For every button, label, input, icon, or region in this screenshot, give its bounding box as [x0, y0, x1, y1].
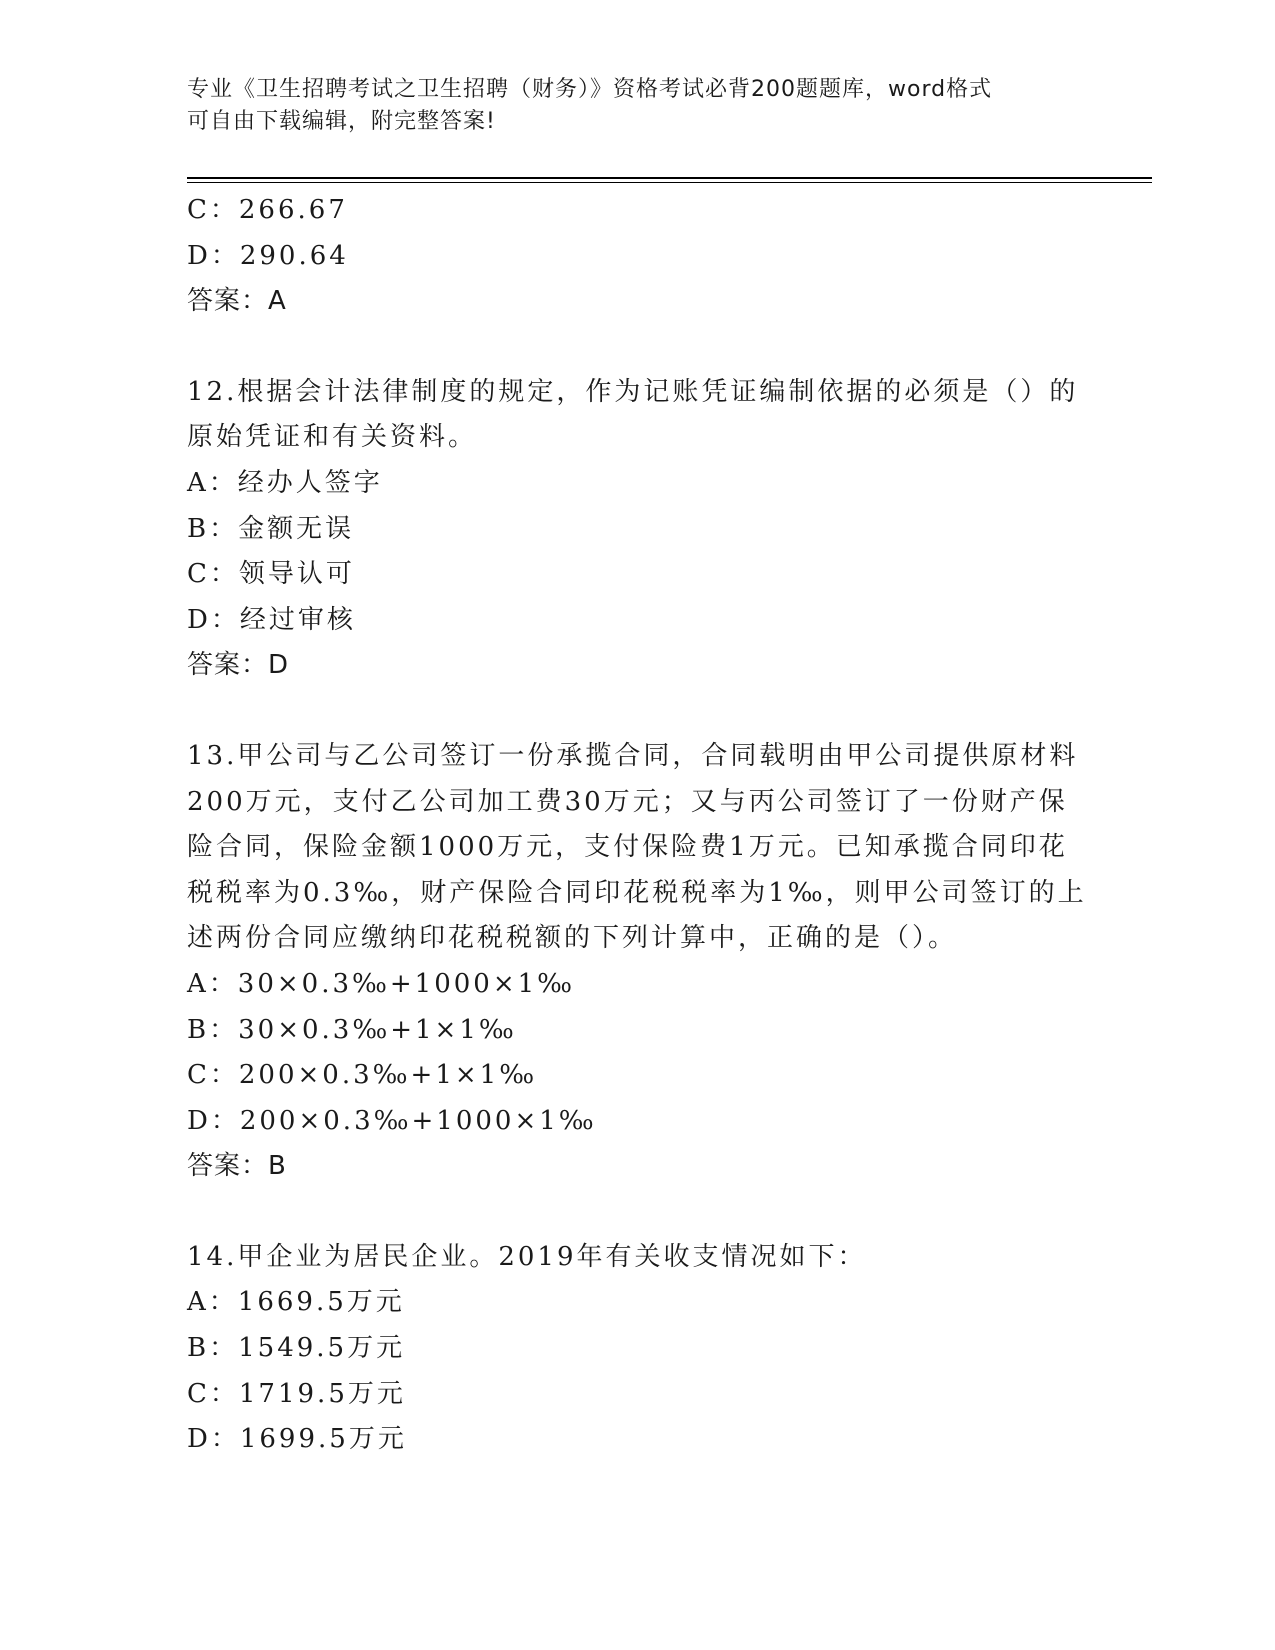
question-stem-line: 12.根据会计法律制度的规定，作为记账凭证编制依据的必须是（）的 [187, 376, 1079, 407]
option-b: B：金额无误 [187, 513, 355, 544]
option-c: C：1719.5万元 [187, 1378, 406, 1409]
answer: 答案：B [187, 1151, 287, 1182]
option-c: C：领导认可 [187, 559, 355, 590]
option-b: B：30×0.3‰+1×1‰ [187, 1014, 517, 1045]
header-line-1: 专业《卫生招聘考试之卫生招聘（财务）》资格考试必背200题题库，word格式 [187, 77, 993, 102]
option-d: D：1699.5万元 [187, 1424, 407, 1455]
question-stem-line: 14.甲企业为居民企业。2019年有关收支情况如下： [187, 1241, 867, 1272]
option-d: D：200×0.3‰+1000×1‰ [187, 1105, 597, 1136]
option-a: A：30×0.3‰+1000×1‰ [187, 968, 576, 999]
answer: 答案：A [187, 286, 287, 317]
header-line-2: 可自由下载编辑，附完整答案! [187, 109, 496, 134]
option-b: B：1549.5万元 [187, 1333, 406, 1364]
question-13 [187, 734, 1087, 1190]
previous-question-tail [187, 188, 1087, 325]
header-rule-thin [187, 182, 1152, 183]
question-stem-line: 13.甲公司与乙公司签订一份承揽合同，合同载明由甲公司提供原材料 [187, 740, 1079, 771]
option-c: C：266.67 [187, 195, 348, 225]
option-a: A：经办人签字 [187, 467, 383, 498]
question-stem-line: 险合同，保险金额1000万元，支付保险费1万元。已知承揽合同印花 [187, 832, 1068, 863]
option-c: C：200×0.3‰+1×1‰ [187, 1060, 538, 1091]
question-12 [187, 370, 1087, 689]
header-rule-thick [187, 177, 1152, 179]
option-d: D：经过审核 [187, 604, 356, 635]
answer: 答案：D [187, 650, 290, 681]
option-a: A：1669.5万元 [187, 1287, 405, 1318]
question-14 [187, 1235, 1087, 1463]
question-stem-line: 述两份合同应缴纳印花税税额的下列计算中，正确的是（）。 [187, 923, 958, 954]
question-content [187, 188, 1087, 1463]
option-d: D：290.64 [187, 240, 349, 271]
question-stem-line: 税税率为0.3‰，财产保险合同印花税税率为1‰，则甲公司签订的上 [187, 877, 1087, 908]
page-header [187, 74, 1087, 138]
question-stem-line: 200万元，支付乙公司加工费30万元；又与丙公司签订了一份财产保 [187, 786, 1068, 817]
question-stem-line: 原始凭证和有关资料。 [187, 422, 478, 453]
